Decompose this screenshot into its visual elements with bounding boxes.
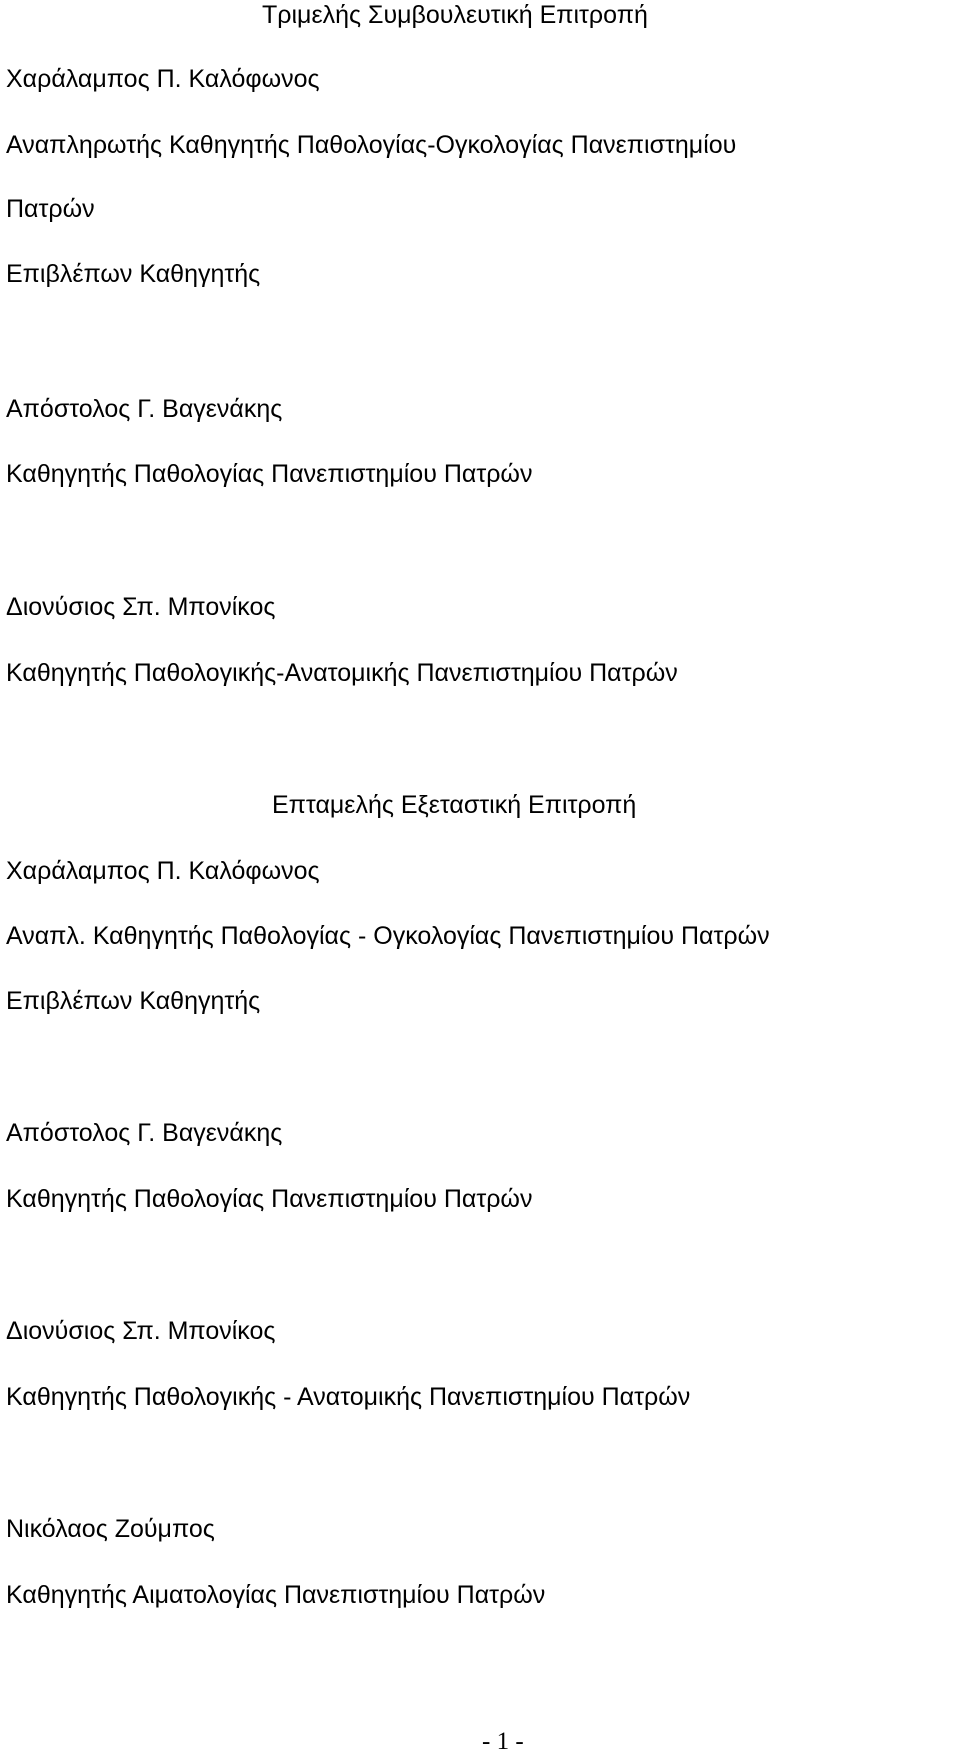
examination-member-name: Διονύσιος Σπ. Μπονίκος (6, 1317, 276, 1345)
advisory-member-role: Επιβλέπων Καθηγητής (6, 260, 261, 288)
advisory-committee-heading: Τριμελής Συμβουλευτική Επιτροπή (262, 1, 648, 29)
advisory-member-name: Απόστολος Γ. Βαγενάκης (6, 395, 283, 423)
advisory-member-title: Καθηγητής Παθολογίας Πανεπιστημίου Πατρών (6, 460, 533, 488)
advisory-member-name: Διονύσιος Σπ. Μπονίκος (6, 593, 276, 621)
examination-member-title: Καθηγητής Παθολογικής - Ανατομικής Πανεπιστημίου Πατρών (6, 1383, 691, 1411)
examination-member-title: Αναπλ. Καθηγητής Παθολογίας - Ογκολογίας Πανεπιστημίου Πατρών (6, 922, 770, 950)
advisory-member-title: Αναπληρωτής Καθηγητής Παθολογίας-Ογκολογίας Πανεπιστημίου (6, 131, 737, 159)
examination-member-title: Καθηγητής Παθολογίας Πανεπιστημίου Πατρών (6, 1185, 533, 1213)
examination-member-name: Απόστολος Γ. Βαγενάκης (6, 1119, 283, 1147)
page-number: - 1 - (482, 1728, 524, 1755)
examination-member-title: Καθηγητής Αιματολογίας Πανεπιστημίου Πατρών (6, 1581, 546, 1609)
examination-member-role: Επιβλέπων Καθηγητής (6, 987, 261, 1015)
examination-member-name: Χαράλαμπος Π. Καλόφωνος (6, 857, 320, 885)
advisory-member-title: Καθηγητής Παθολογικής-Ανατομικής Πανεπιστημίου Πατρών (6, 659, 678, 687)
advisory-member-name: Χαράλαμπος Π. Καλόφωνος (6, 65, 320, 93)
examination-member-name: Νικόλαος Ζούμπος (6, 1515, 215, 1543)
advisory-member-title: Πατρών (6, 195, 95, 223)
examination-committee-heading: Επταμελής Εξεταστική Επιτροπή (272, 791, 637, 819)
